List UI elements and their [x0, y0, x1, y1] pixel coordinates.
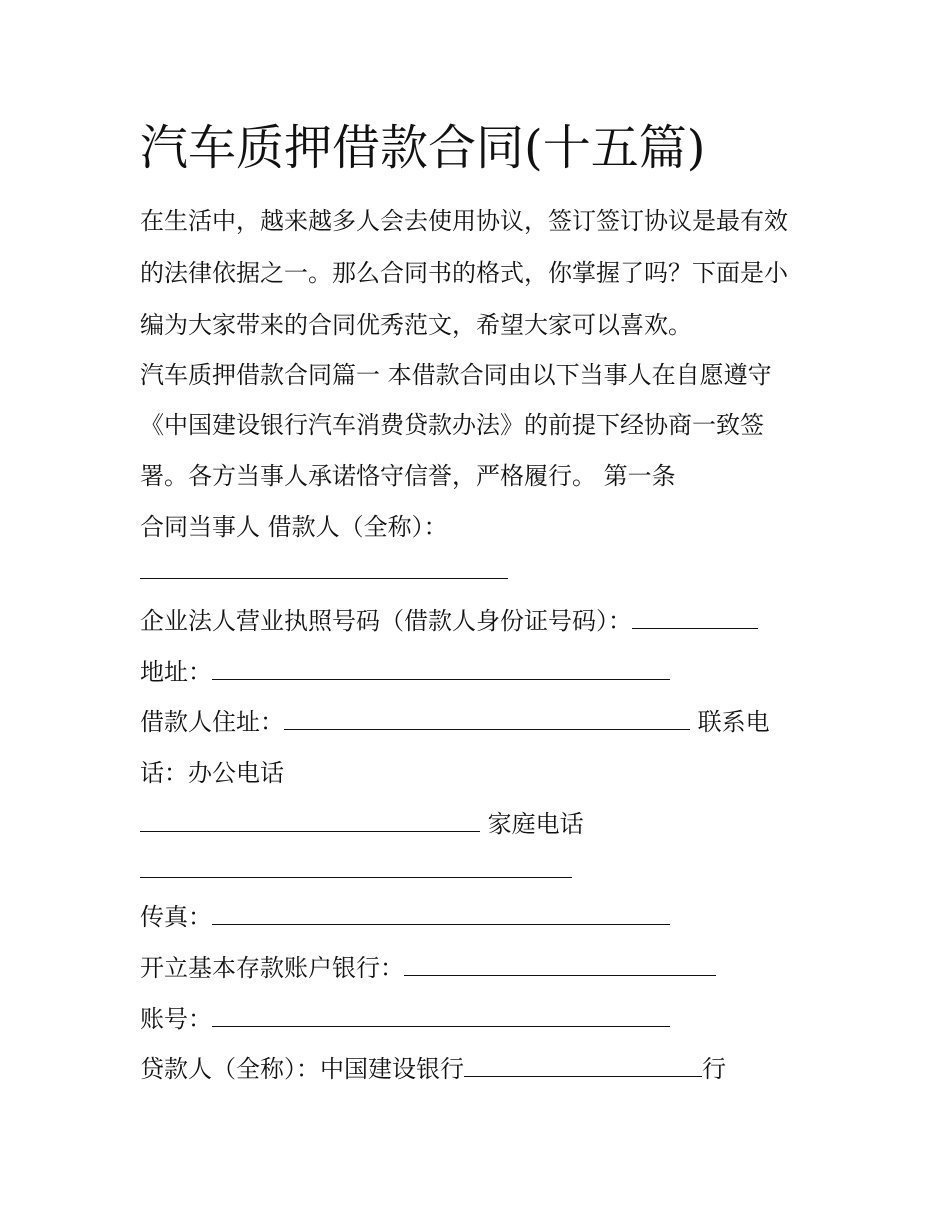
- fax-label: 传真：: [140, 903, 212, 931]
- intro-line-2: 的法律依据之一。那么合同书的格式，你掌握了吗？下面是小: [140, 259, 788, 287]
- fax-blank[interactable]: [212, 902, 670, 925]
- document-title: 汽车质押借款合同(十五篇): [140, 120, 706, 176]
- home-phone-field: [140, 809, 584, 839]
- bank-blank[interactable]: [404, 953, 716, 976]
- body-line-3: 署。各方当事人承诺恪守信誉，严格履行。 第一条: [140, 462, 676, 490]
- borrower-name-blank[interactable]: [140, 578, 508, 579]
- address-blank[interactable]: [212, 657, 670, 680]
- office-phone-label: 话：办公电话: [140, 759, 284, 787]
- lender-label: 贷款人（全称）：中国建设银行: [140, 1055, 464, 1083]
- home-phone-blank[interactable]: [140, 877, 572, 878]
- address-label: 地址：: [140, 658, 212, 686]
- account-label: 账号：: [140, 1005, 212, 1033]
- office-phone-blank[interactable]: [140, 809, 480, 832]
- intro-line-1: 在生活中，越来越多人会去使用协议，签订签订协议是最有效: [140, 207, 788, 235]
- lender-suffix: 行: [702, 1055, 726, 1083]
- account-blank[interactable]: [212, 1004, 670, 1027]
- residence-blank[interactable]: [284, 707, 690, 730]
- bank-label: 开立基本存款账户银行：: [140, 954, 404, 982]
- home-phone-label: 家庭电话: [480, 810, 584, 838]
- fax-field: [140, 902, 670, 932]
- lender-branch-blank[interactable]: [464, 1054, 702, 1077]
- residence-field: [140, 707, 770, 737]
- body-line-2: 《中国建设银行汽车消费贷款办法》的前提下经协商一致签: [140, 411, 764, 439]
- address-field: [140, 657, 670, 687]
- lender-field: [140, 1054, 726, 1084]
- license-number-label: 企业法人营业执照号码（借款人身份证号码）：: [140, 607, 632, 635]
- body-line-1: 汽车质押借款合同篇一 本借款合同由以下当事人在自愿遵守: [140, 361, 772, 389]
- bank-field: [140, 953, 716, 983]
- residence-label: 借款人住址：: [140, 708, 284, 736]
- contact-phone-label: 联系电: [690, 708, 770, 736]
- intro-line-3: 编为大家带来的合同优秀范文，希望大家可以喜欢。: [140, 311, 692, 339]
- account-field: [140, 1004, 670, 1034]
- license-number-blank[interactable]: [632, 606, 758, 629]
- license-number-field: [140, 606, 758, 636]
- body-line-4: 合同当事人 借款人（全称）：: [140, 513, 448, 541]
